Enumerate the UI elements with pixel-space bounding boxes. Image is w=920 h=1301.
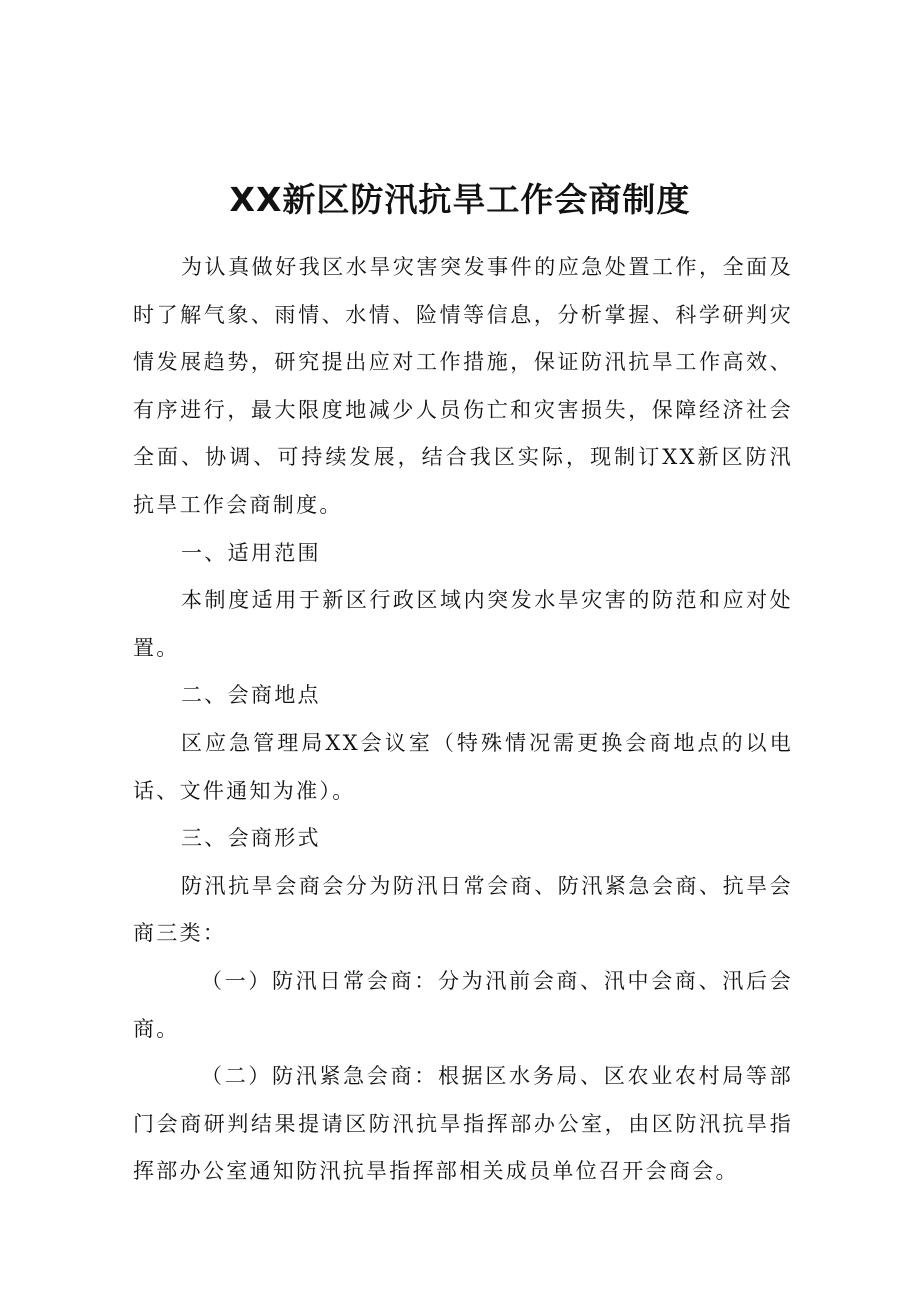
paragraph-intro: 为认真做好我区水旱灾害突发事件的应急处置工作，全面及时了解气象、雨情、水情、险情等信息，分析掌握、科学研判灾情发展趋势，研究提出应对工作措施，保证防汛抗旱工作高效、有序进行，最大限度地减少人员伤亡和灾害损失，保障经济社会全面、协调、可持续发展，结合我区实际，现制订XX新区防汛抗旱工作会商制度。 <box>133 255 793 517</box>
section-heading-location: 二、会商地点 <box>181 683 321 708</box>
paragraph-emergency-consultation: （二）防汛紧急会商：根据区水务局、区农业农村局等部门会商研判结果提请区防汛抗旱指挥部办公室，由区防汛抗旱指挥部办公室通知防汛抗旱指挥部相关成员单位召开会商会。 <box>133 1064 793 1184</box>
section-heading-format: 三、会商形式 <box>181 826 321 851</box>
section-heading-scope: 一、适用范围 <box>181 540 321 565</box>
paragraph-format: 防汛抗旱会商会分为防汛日常会商、防汛紧急会商、抗旱会商三类： <box>133 873 793 946</box>
document-title: XX新区防汛抗旱工作会商制度 <box>229 180 691 219</box>
document-body <box>133 244 793 1196</box>
paragraph-daily-consultation: （一）防汛日常会商：分为汛前会商、汛中会商、汛后会商。 <box>133 968 793 1041</box>
paragraph-scope: 本制度适用于新区行政区域内突发水旱灾害的防范和应对处置。 <box>133 588 793 660</box>
paragraph-location: 区应急管理局XX会议室（特殊情况需更换会商地点的以电话、文件通知为准）。 <box>133 730 793 803</box>
